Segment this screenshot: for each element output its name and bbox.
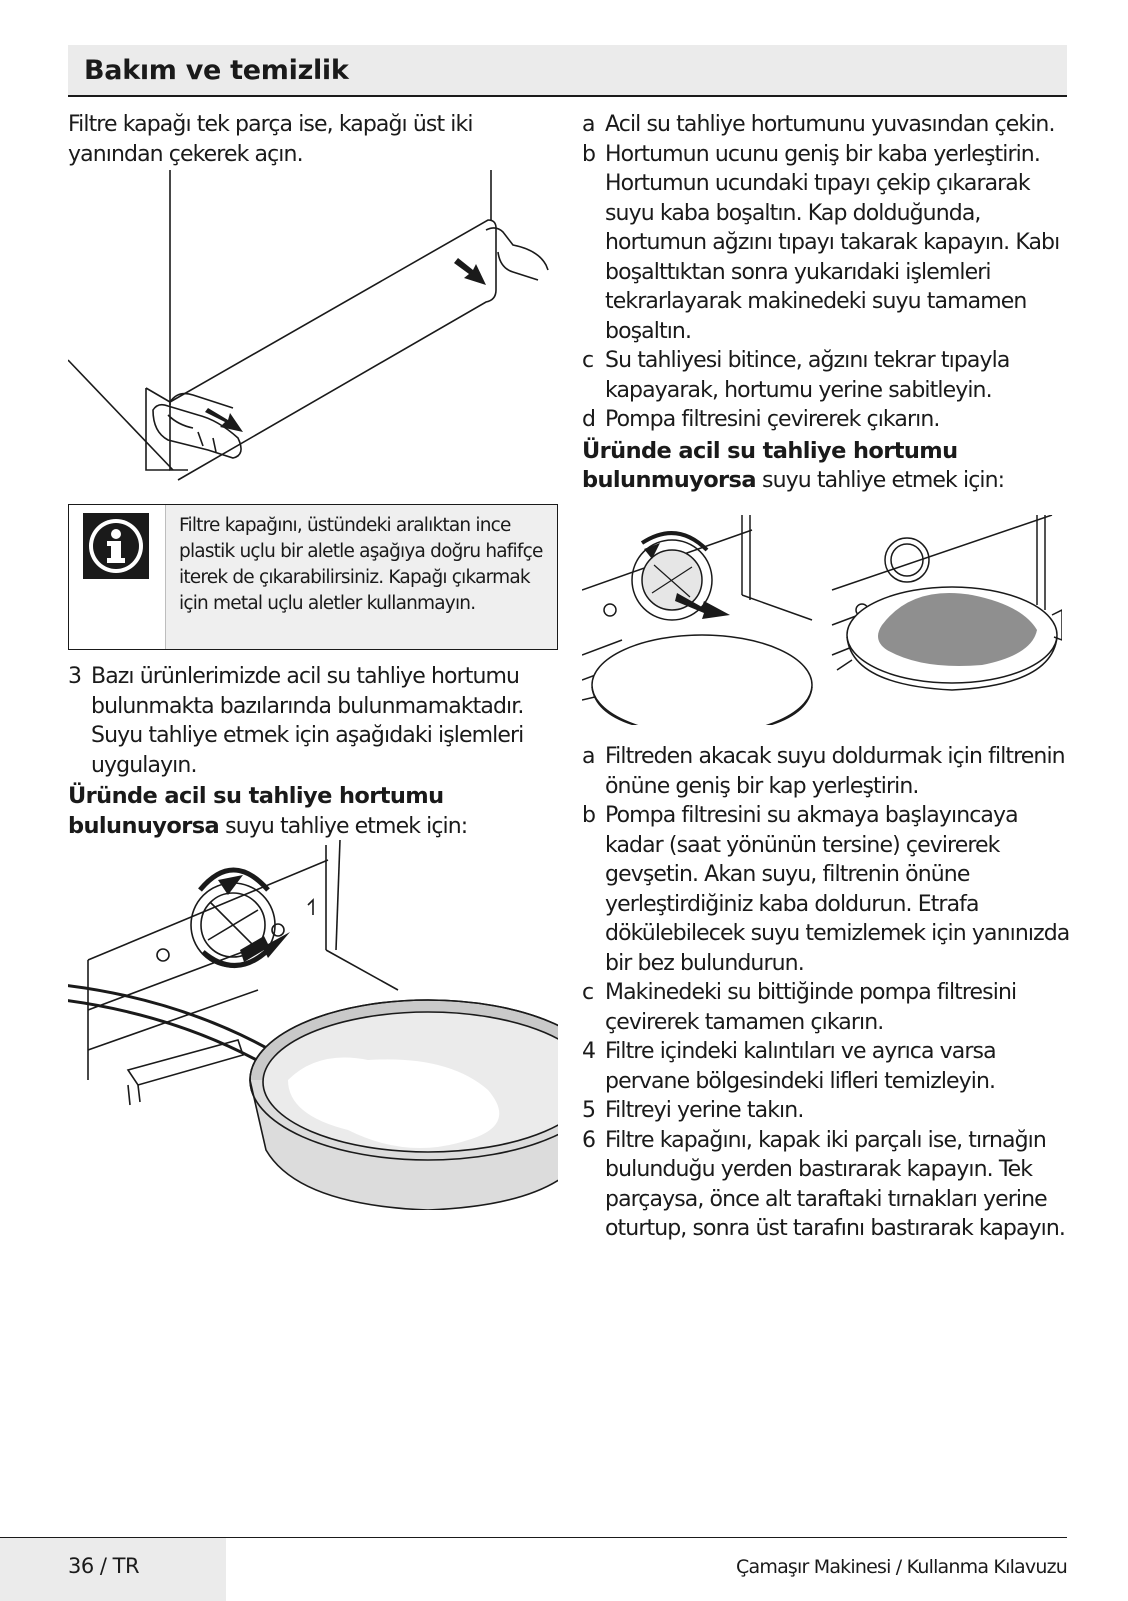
info-note-box [68, 504, 558, 650]
info-note-text: Filtre kapağını, üstündeki aralıktan ince plastik uçlu bir aletle aşağıya doğru hafifçe iterek de çıkarabilirsiniz. Kapağı çıkarmak için metal uçlu aletler kullanmayın. [179, 515, 543, 614]
intro-paragraph: Filtre kapağı tek parça ise, kapağı üst iki yanından çekerek açın. [68, 112, 473, 167]
step-6: 6 Filtre kapağını, kapak iki parçalı ise, tırnağın bulunduğu yerden bastırarak kapayın. Tek parçaysa, önce alt taraftaki tırnakları yerine oturtup, sonra üst tarafını bastırarak kapayın. [582, 1127, 1066, 1241]
footer-page-box [0, 1538, 226, 1601]
step-marker: 3 [68, 664, 82, 689]
page-number: 36 / TR [68, 1554, 140, 1578]
with-hose-heading: Üründe acil su tahliye hortumu bulunuyorsa suyu tahliye etmek için: [68, 783, 468, 839]
step-4: 4 Filtre içindeki kalıntıları ve ayrıca varsa pervane bölgesindeki lifleri temizleyin. [582, 1039, 996, 1094]
section-header [68, 45, 1067, 97]
info-icon [69, 505, 165, 651]
filter-drain-illustration [582, 515, 1062, 725]
hose-step-c: c Su tahliyesi bitince, ağzını tekrar tıpayla kapayarak, hortumu yerine sabitleyin. [582, 348, 1010, 403]
nohose-step-a: a Filtreden akacak suyu doldurmak için filtrenin önüne geniş bir kap yerleştirin. [582, 744, 1065, 799]
info-icon-cell [69, 505, 166, 649]
step-text: Bazı ürünlerimizde acil su tahliye hortumu bulunmakta bazılarında bulunmamaktadır. Suyu tahliye etmek için aşağıdaki işlemleri uygulayın. [91, 664, 524, 778]
page-title: Bakım ve temizlik [84, 55, 349, 86]
nohose-step-c: c Makinedeki su bittiğinde pompa filtresini çevirerek tamamen çıkarın. [582, 980, 1017, 1035]
right-hose-steps [582, 110, 1072, 496]
nohose-step-b: b Pompa filtresini su akmaya başlayıncaya kadar (saat yönünün tersine) çevirerek gevşetin. Akan suyu, filtrenin önüne yerleştirdiğiniz kaba doldurun. Etrafa dökülebilecek suyu temizlemek için yanınızda bir bez bulundurun. [582, 803, 1070, 976]
footer-doc-title: Çamaşır Makinesi / Kullanma Kılavuzu [736, 1556, 1067, 1578]
hose-step-b: b Hortumun ucunu geniş bir kaba yerleştirin. Hortumun ucundaki tıpayı çekip çıkararak suyu kaba boşaltın. Kap dolduğunda, hortumun ağzını tıpayı takarak kapayın. Kabı boşalttıktan sonra yukarıdaki işlemleri tekrarlayarak makinedeki suyu tamamen boşaltın. [582, 141, 1060, 344]
step-5: 5 Filtreyi yerine takın. [582, 1098, 804, 1123]
hose-step-d: d Pompa filtresini çevirerek çıkarın. [582, 407, 940, 432]
left-steps [68, 662, 558, 841]
hose-step-a: a Acil su tahliye hortumunu yuvasından çekin. [582, 112, 1055, 137]
step-3 [68, 662, 558, 780]
without-hose-heading: Üründe acil su tahliye hortumu bulunmuyorsa suyu tahliye etmek için: [582, 437, 1005, 493]
right-nohose-steps [582, 742, 1072, 1244]
filter-cover-illustration [68, 170, 558, 490]
hose-drain-illustration [68, 840, 558, 1210]
